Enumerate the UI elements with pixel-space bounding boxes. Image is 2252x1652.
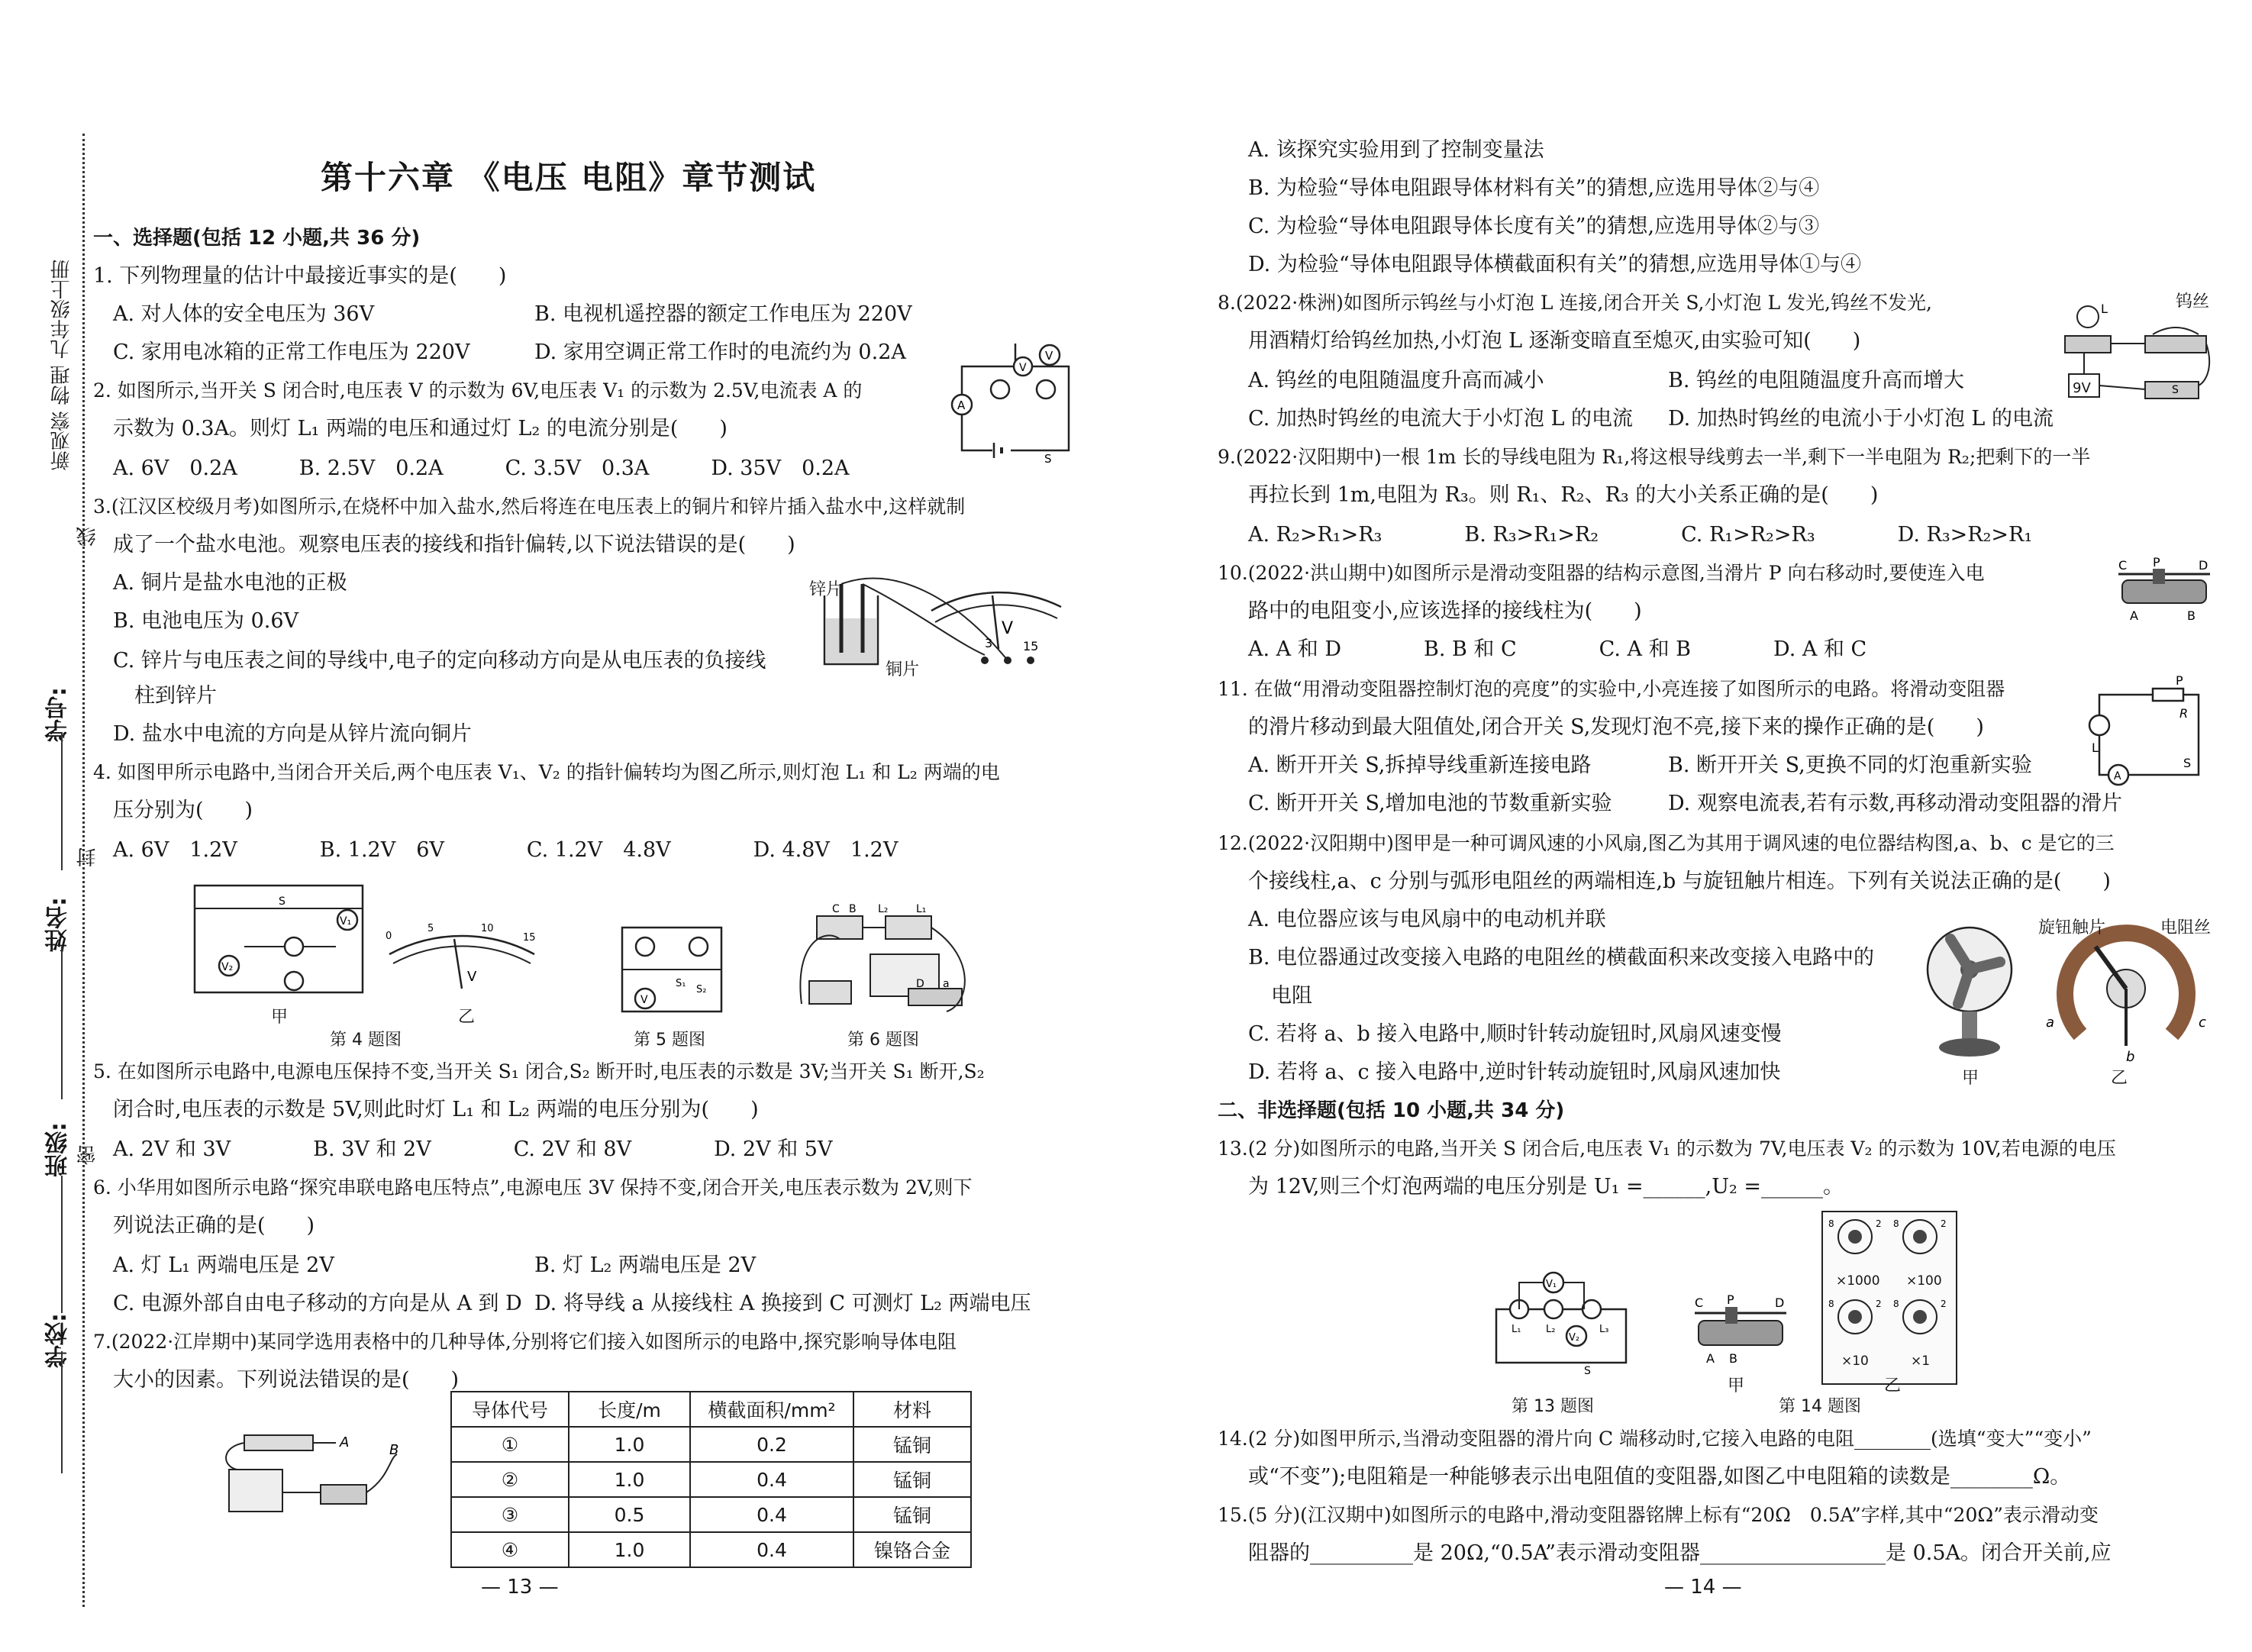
q4-stem-1: 4. 如图甲所示电路中,当闭合开关后,两个电压表 V₁、V₂ 的指针偏转均为图乙所示,则灯泡 L₁ 和 L₂ 两端的电 xyxy=(93,761,1000,783)
q5-figure-caption: 第 5 题图 xyxy=(634,1031,705,1050)
q2-circuit-figure xyxy=(947,336,1084,466)
q7-option-b: B. 为检验“导体电阻跟导体材料有关”的猜想,应选用导体②与④ xyxy=(1248,176,1820,200)
school-blank xyxy=(61,1351,63,1473)
svg-text:A: A xyxy=(2114,770,2121,782)
q6-figure-caption: 第 6 题图 xyxy=(847,1031,919,1050)
table-header: 导体代号 xyxy=(451,1392,569,1427)
q3-option-b: B. 电池电压为 0.6V xyxy=(113,609,299,633)
q8-option-c: C. 加热时钨丝的电流大于小灯泡 L 的电流 xyxy=(1248,407,1633,431)
q12-fan-jia xyxy=(1920,916,2019,1061)
q5-options: A. 2V 和 3V B. 3V 和 2V C. 2V 和 8V D. 2V 和 5V xyxy=(113,1137,833,1161)
svg-text:a: a xyxy=(2046,1015,2055,1031)
box-multiplier-1000: ×1000 xyxy=(1836,1273,1880,1289)
section-2-heading: 二、非选择题(包括 10 小题,共 34 分) xyxy=(1218,1099,1565,1122)
q7-option-c: C. 为检验“导体电阻跟导体长度有关”的猜想,应选用导体②与③ xyxy=(1248,215,1820,238)
name-label: 姓名: xyxy=(45,897,72,952)
svg-text:15: 15 xyxy=(1023,639,1039,653)
xian-mark: 线 xyxy=(76,527,99,547)
svg-text:A: A xyxy=(2130,608,2138,623)
box-multiplier-10: ×10 xyxy=(1841,1354,1869,1369)
q1-option-a: A. 对人体的安全电压为 36V xyxy=(113,302,375,326)
q14-stem-2: 或“不变”);电阻箱是一种能够表示出电阻值的变阻器,如图乙中电阻箱的读数是________Ω。 xyxy=(1248,1465,2071,1489)
svg-text:S₂: S₂ xyxy=(696,984,707,995)
svg-text:V₂: V₂ xyxy=(221,961,234,973)
q10-options: A. A 和 D B. B 和 C C. A 和 B D. A 和 C xyxy=(1248,637,1867,661)
q5-stem-2: 闭合时,电压表的示数是 5V,则此时灯 L₁ 和 L₂ 两端的电压分别为( ) xyxy=(113,1098,759,1121)
q12-option-d: D. 若将 a、c 接入电路中,逆时针转动旋钮时,风扇风速加快 xyxy=(1248,1060,1781,1084)
svg-text:D: D xyxy=(916,978,924,990)
svg-text:V: V xyxy=(1045,349,1053,363)
svg-text:B: B xyxy=(849,903,857,915)
svg-text:V₁: V₁ xyxy=(1546,1279,1557,1290)
svg-text:D: D xyxy=(1775,1295,1785,1310)
q14-stem-1: 14.(2 分)如图甲所示,当滑动变阻器的滑片向 C 端移动时,它接入电路的电阻________(选填“变大”“变小” xyxy=(1218,1428,2092,1450)
name-blank xyxy=(61,947,63,1099)
tungsten-label: 钨丝 xyxy=(2176,292,2210,311)
svg-text:2: 2 xyxy=(1876,1299,1882,1309)
q4-figure-caption: 第 4 题图 xyxy=(330,1031,402,1050)
q15-stem-1: 15.(5 分)(江汉期中)如图所示的电路中,滑动变阻器铭牌上标有“20Ω 0.5A”字样,其中“20Ω”表示滑动变 xyxy=(1218,1504,2099,1526)
page-number-14: — 14 — xyxy=(1664,1576,1742,1599)
feng-mark: 封 xyxy=(76,847,99,867)
svg-text:S: S xyxy=(1044,452,1052,466)
q7-stem-2: 大小的因素。下列说法错误的是( ) xyxy=(113,1368,460,1392)
svg-text:L: L xyxy=(2092,740,2099,755)
svg-text:V: V xyxy=(1002,619,1014,638)
table-header: 材料 xyxy=(853,1392,971,1427)
table-row xyxy=(451,1462,971,1497)
q11-option-b: B. 断开开关 S,更换不同的灯泡重新实验 xyxy=(1668,753,2032,777)
table-row xyxy=(451,1427,971,1462)
svg-text:L₂: L₂ xyxy=(878,903,889,915)
svg-text:L₁: L₁ xyxy=(916,903,927,915)
q4-options: A. 6V 1.2V B. 1.2V 6V C. 1.2V 4.8V D. 4.8V 1.2V xyxy=(113,838,899,862)
q4-meter-yi xyxy=(382,916,542,992)
svg-text:2: 2 xyxy=(1876,1218,1882,1229)
class-blank xyxy=(61,1176,63,1313)
svg-text:C: C xyxy=(2118,558,2128,573)
table-header: 长度/m xyxy=(569,1392,690,1427)
copper-plate-label: 铜片 xyxy=(886,660,920,679)
q10-stem-1: 10.(2022·洪山期中)如图所示是滑动变阻器的结构示意图,当滑片 P 向右移动时,要使连入电 xyxy=(1218,562,1985,584)
class-label: 班级: xyxy=(45,1122,72,1177)
table-cell: 0.4 xyxy=(690,1532,853,1567)
svg-text:A: A xyxy=(957,398,966,412)
q14-rheostat-jia xyxy=(1687,1290,1794,1374)
battery-9v-label: 9V xyxy=(2073,380,2091,396)
table-cell: 1.0 xyxy=(569,1427,690,1462)
q2-stem-1: 2. 如图所示,当开关 S 闭合时,电压表 V 的示数为 6V,电压表 V₁ 的示数为 2.5V,电流表 A 的 xyxy=(93,379,863,402)
q12-jia-label: 甲 xyxy=(1962,1069,1979,1088)
svg-text:0: 0 xyxy=(386,931,392,942)
svg-text:8: 8 xyxy=(1828,1218,1834,1229)
q3-option-c-1: C. 锌片与电压表之间的导线中,电子的定向移动方向是从电压表的负接线 xyxy=(113,649,766,673)
svg-text:A: A xyxy=(340,1434,350,1450)
table-cell: 1.0 xyxy=(569,1532,690,1567)
svg-text:c: c xyxy=(2199,1015,2206,1031)
box-multiplier-100: ×100 xyxy=(1906,1273,1942,1289)
svg-text:2: 2 xyxy=(1941,1299,1947,1309)
svg-text:S: S xyxy=(279,895,286,908)
q6-option-b: B. 灯 L₂ 两端电压是 2V xyxy=(534,1254,757,1277)
right-page xyxy=(1126,0,2252,1652)
svg-text:S₁: S₁ xyxy=(676,978,686,989)
q5-stem-1: 5. 在如图所示电路中,电源电压保持不变,当开关 S₁ 闭合,S₂ 断开时,电压表的示数是 3V;当开关 S₁ 断开,S₂ xyxy=(93,1060,985,1083)
svg-text:8: 8 xyxy=(1828,1299,1834,1309)
school-label: 学校: xyxy=(45,1313,72,1368)
table-cell: 1.0 xyxy=(569,1462,690,1497)
zinc-plate-label: 锌片 xyxy=(809,580,844,599)
q9-stem-1: 9.(2022·汉阳期中)一根 1m 长的导线电阻为 R₁,将这根导线剪去一半,剩下一半电阻为 R₂;把剩下的一半 xyxy=(1218,446,2091,468)
section-1-heading: 一、选择题(包括 12 小题,共 36 分) xyxy=(93,227,421,250)
table-cell: ④ xyxy=(451,1532,569,1567)
svg-text:V₁: V₁ xyxy=(340,915,352,928)
q6-circuit-figure xyxy=(794,897,977,1019)
q8-stem-2: 用酒精灯给钨丝加热,小灯泡 L 逐渐变暗直至熄灭,由实验可知( ) xyxy=(1248,329,1861,353)
q9-stem-2: 再拉长到 1m,电阻为 R₃。则 R₁、R₂、R₃ 的大小关系正确的是( ) xyxy=(1248,483,1879,507)
q13-circuit-figure xyxy=(1485,1263,1637,1378)
table-cell: 锰铜 xyxy=(853,1497,971,1532)
svg-text:L₂: L₂ xyxy=(1546,1324,1556,1335)
id-label: 学号: xyxy=(45,687,72,742)
svg-text:R: R xyxy=(2179,706,2189,721)
svg-text:V₂: V₂ xyxy=(1569,1332,1580,1344)
q8-option-a: A. 钨丝的电阻随温度升高而减小 xyxy=(1248,369,1544,392)
resistance-wire-label: 电阻丝 xyxy=(2160,918,2212,937)
q11-option-c: C. 断开开关 S,增加电池的节数重新实验 xyxy=(1248,792,1612,815)
id-blank xyxy=(61,733,63,870)
chapter-title: 第十六章 《电压 电阻》章节测试 xyxy=(321,159,817,196)
svg-text:3: 3 xyxy=(985,636,993,650)
q10-stem-2: 路中的电阻变小,应该选择的接线柱为( ) xyxy=(1248,599,1642,623)
table-cell: 锰铜 xyxy=(853,1462,971,1497)
q8-option-d: D. 加热时钨丝的电流小于小灯泡 L 的电流 xyxy=(1668,407,2054,431)
q12-option-c: C. 若将 a、b 接入电路中,顺时针转动旋钮时,风扇风速变慢 xyxy=(1248,1022,1782,1046)
svg-text:A: A xyxy=(1706,1351,1715,1366)
q1-option-c: C. 家用电冰箱的正常工作电压为 220V xyxy=(113,340,470,364)
q14-yi-label: 乙 xyxy=(1884,1376,1902,1395)
q2-options: A. 6V 0.2A B. 2.5V 0.2A C. 3.5V 0.3A D. 35V 0.2A xyxy=(113,457,850,480)
svg-text:2: 2 xyxy=(1941,1218,1947,1229)
knob-contact-label: 旋钮触片 xyxy=(2038,918,2106,937)
q13-stem-1: 13.(2 分)如图所示的电路,当开关 S 闭合后,电压表 V₁ 的示数为 7V,电压表 V₂ 的示数为 10V,若电源的电压 xyxy=(1218,1137,2116,1160)
svg-text:B: B xyxy=(389,1442,399,1458)
conductor-table xyxy=(450,1391,972,1568)
q12-option-a: A. 电位器应该与电风扇中的电动机并联 xyxy=(1248,908,1606,931)
q7-option-a: A. 该探究实验用到了控制变量法 xyxy=(1248,138,1544,162)
q3-option-a: A. 铜片是盐水电池的正极 xyxy=(113,571,347,595)
q3-stem-1: 3.(江汉区校级月考)如图所示,在烧杯中加入盐水,然后将连在电压表上的铜片和锌片插入盐水中,这样就制 xyxy=(93,495,966,518)
binding-dotted-line xyxy=(82,134,85,1607)
book-label: 新观察 物理 九年级上册 xyxy=(50,260,73,471)
q6-stem-1: 6. 小华用如图所示电路“探究串联电路电压特点”,电源电压 3V 保持不变,闭合开关,电压表示数为 2V,则下 xyxy=(93,1176,973,1199)
q11-stem-2: 的滑片移动到最大阻值处,闭合开关 S,发现灯泡不亮,接下来的操作正确的是( ) xyxy=(1248,715,1984,739)
table-cell: 0.4 xyxy=(690,1497,853,1532)
q6-option-c: C. 电源外部自由电子移动的方向是从 A 到 D xyxy=(113,1292,522,1315)
svg-text:V: V xyxy=(467,969,477,985)
q14-jia-label: 甲 xyxy=(1728,1376,1745,1395)
q1-option-b: B. 电视机遥控器的额定工作电压为 220V xyxy=(534,302,912,326)
q11-stem-1: 11. 在做“用滑动变阻器控制灯泡的亮度”的实验中,小亮连接了如图所示的电路。将滑动变阻器 xyxy=(1218,678,2005,700)
q1-stem: 1. 下列物理量的估计中最接近事实的是( ) xyxy=(93,264,507,288)
q1-option-d: D. 家用空调正常工作时的电流约为 0.2A xyxy=(534,340,906,364)
q3-option-c-2: 柱到锌片 xyxy=(134,684,217,708)
svg-text:L: L xyxy=(2101,302,2108,316)
q4-circuit-jia xyxy=(183,874,374,1004)
table-cell: 0.5 xyxy=(569,1497,690,1532)
q9-options: A. R₂>R₁>R₃ B. R₃>R₁>R₂ C. R₁>R₂>R₃ D. R₃>R₂>R₁ xyxy=(1248,523,2033,547)
q10-rheostat-figure xyxy=(2111,557,2218,626)
q8-option-b: B. 钨丝的电阻随温度升高而增大 xyxy=(1668,369,1965,392)
q12-yi-label: 乙 xyxy=(2111,1069,2128,1088)
svg-text:P: P xyxy=(1727,1292,1734,1307)
table-header: 横截面积/mm² xyxy=(690,1392,853,1427)
q12-stem-1: 12.(2022·汉阳期中)图甲是一种可调风速的小风扇,图乙为其用于调风速的电位器结构图,a、b、c 是它的三 xyxy=(1218,832,2115,854)
page-number-13: — 13 — xyxy=(481,1576,559,1599)
q15-stem-2: 阻器的__________是 20Ω,“0.5A”表示滑动变阻器__________________是 0.5A。闭合开关前,应 xyxy=(1248,1541,2112,1565)
q7-stem-1: 7.(2022·江岸期中)某同学选用表格中的几种导体,分别将它们接入如图所示的电路中,探究影响导体电阻 xyxy=(93,1331,957,1353)
q5-circuit-figure xyxy=(611,916,733,1023)
svg-text:S: S xyxy=(2183,756,2192,770)
svg-text:B: B xyxy=(2187,608,2196,623)
svg-text:8: 8 xyxy=(1893,1299,1899,1309)
svg-text:C: C xyxy=(1695,1295,1704,1310)
q3-stem-2: 成了一个盐水电池。观察电压表的接线和指针偏转,以下说法错误的是( ) xyxy=(113,533,795,557)
q11-option-d: D. 观察电流表,若有示数,再移动滑动变阻器的滑片 xyxy=(1668,792,2123,815)
svg-text:P: P xyxy=(2153,557,2160,569)
svg-text:B: B xyxy=(1729,1351,1737,1366)
q7-option-d: D. 为检验“导体电阻跟导体横截面积有关”的猜想,应选用导体①与④ xyxy=(1248,253,1862,276)
svg-text:b: b xyxy=(2126,1049,2135,1065)
svg-text:S: S xyxy=(2172,384,2179,396)
svg-text:L₃: L₃ xyxy=(1599,1324,1609,1335)
svg-text:a: a xyxy=(943,978,950,990)
q8-stem-1: 8.(2022·株洲)如图所示钨丝与小灯泡 L 连接,闭合开关 S,小灯泡 L 发光,钨丝不发光, xyxy=(1218,292,1932,314)
svg-text:D: D xyxy=(2199,558,2208,573)
q6-option-a: A. 灯 L₁ 两端电压是 2V xyxy=(113,1254,334,1277)
table-cell: ① xyxy=(451,1427,569,1462)
q11-option-a: A. 断开开关 S,拆掉导线重新连接电路 xyxy=(1248,753,1592,777)
q3-option-d: D. 盐水中电流的方向是从锌片流向铜片 xyxy=(113,722,472,746)
table-row xyxy=(451,1532,971,1567)
q11-circuit-figure xyxy=(2084,676,2214,790)
table-row xyxy=(451,1497,971,1532)
q6-stem-2: 列说法正确的是( ) xyxy=(113,1214,315,1237)
svg-text:10: 10 xyxy=(481,923,494,934)
table-cell: 0.2 xyxy=(690,1427,853,1462)
table-cell: ② xyxy=(451,1462,569,1497)
mi-mark: 密 xyxy=(76,1145,99,1165)
table-cell: 锰铜 xyxy=(853,1427,971,1462)
q6-option-d: D. 将导线 a 从接线柱 A 换接到 C 可测灯 L₂ 两端电压 xyxy=(534,1292,1031,1315)
q14-figure-caption: 第 14 题图 xyxy=(1779,1397,1861,1416)
q4-yi-label: 乙 xyxy=(458,1008,476,1027)
table-cell: 0.4 xyxy=(690,1462,853,1497)
svg-text:P: P xyxy=(2176,676,2183,688)
q12-stem-2: 个接线柱,a、c 分别与弧形电阻丝的两端相连,b 与旋钮触片相连。下列有关说法正确的是( ) xyxy=(1248,870,2111,893)
table-cell: ③ xyxy=(451,1497,569,1532)
q12-option-b-2: 电阻 xyxy=(1271,984,1312,1008)
svg-text:5: 5 xyxy=(427,923,434,934)
box-multiplier-1: ×1 xyxy=(1911,1354,1931,1369)
svg-text:V: V xyxy=(640,994,648,1006)
svg-text:8: 8 xyxy=(1893,1218,1899,1229)
q4-stem-2: 压分别为( ) xyxy=(113,799,253,822)
q13-figure-caption: 第 13 题图 xyxy=(1512,1397,1594,1416)
table-cell: 镍铬合金 xyxy=(853,1532,971,1567)
svg-text:S: S xyxy=(1584,1365,1591,1377)
svg-text:15: 15 xyxy=(523,932,536,944)
q12-option-b-1: B. 电位器通过改变接入电路的电阻丝的横截面积来改变接入电路中的 xyxy=(1248,946,1875,970)
q13-stem-2: 为 12V,则三个灯泡两端的电压分别是 U₁ =______,U₂ =______。 xyxy=(1248,1175,1844,1199)
q7-circuit-figure xyxy=(214,1424,412,1523)
svg-text:V: V xyxy=(1019,362,1027,374)
q2-stem-2: 示数为 0.3A。则灯 L₁ 两端的电压和通过灯 L₂ 的电流分别是( ) xyxy=(113,417,728,440)
svg-text:C: C xyxy=(832,903,840,915)
svg-text:L₁: L₁ xyxy=(1512,1324,1521,1335)
q4-jia-label: 甲 xyxy=(271,1008,289,1027)
